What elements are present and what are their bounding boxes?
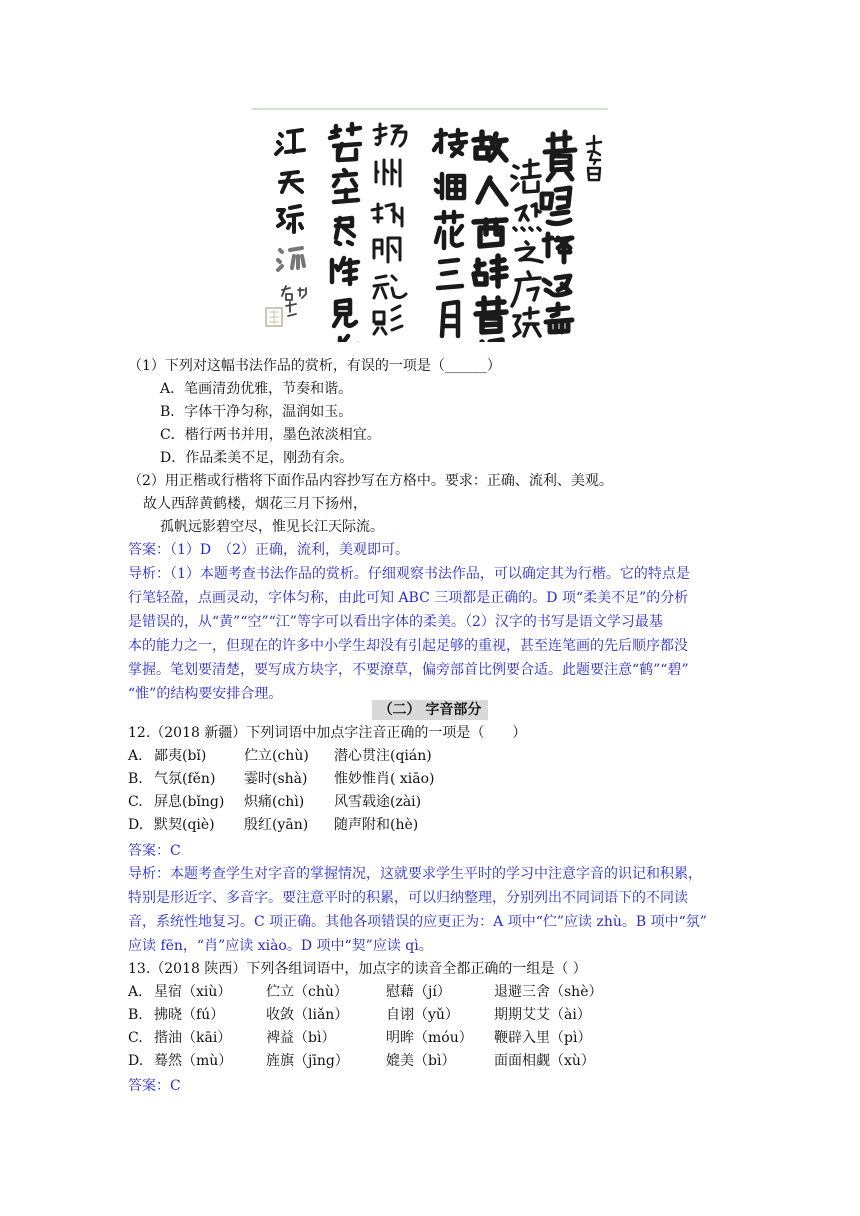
answer-13: 答案：C <box>128 1078 181 1094</box>
q12-option-item: 风雪载途(zài) <box>334 794 422 810</box>
guide-line: 本的能力之一，但现在的许多中小学生却没有引起足够的重视，甚至连笔画的先后顺序都没 <box>128 638 688 654</box>
guide-line: 是错误的，从“黄”“空”“江”等字可以看出字体的柔美。（2）汉字的书写是语文学习最基 <box>128 614 663 630</box>
q12-option-item: 默契(qiè) <box>154 817 215 833</box>
option-a: A．笔画清劲优雅，节奏和谐。 <box>160 381 353 397</box>
q13-option-letter: A. <box>128 984 143 1000</box>
q12-option-letter: C. <box>128 794 143 810</box>
option-c: C．楷行两书并用，墨色浓淡相宜。 <box>160 427 381 443</box>
q13-option-letter: D. <box>128 1053 144 1069</box>
q13-option-item: 明眸（móu） <box>386 1030 473 1046</box>
answer-12: 答案：C <box>128 843 181 859</box>
guide-line: 音，系统性地复习。C 项正确。其他各项错误的应更正为：A 项中“伫”应读 zhù。B 项中“氛” <box>128 914 707 930</box>
guide-line: 掌握。笔划要清楚，要写成方块字，不要潦草，偏旁部首比例要合适。此题要注意“鹤”“碧” <box>128 662 689 678</box>
q12-option-item: 潜心贯注(qián) <box>334 748 432 764</box>
q12-option-item: 惟妙惟肖( xiāo) <box>334 771 435 787</box>
q13-option-item: 自诩（yǔ） <box>386 1007 459 1023</box>
q13-option-item: 旌旗（jīng） <box>266 1053 349 1069</box>
q13-option-item: 鞭辟入里（pì） <box>494 1030 592 1046</box>
option-b: B．字体干净匀称，温润如玉。 <box>160 404 353 420</box>
option-d: D．作品柔美不足，刚劲有余。 <box>160 450 354 466</box>
q13-option-item: 揩油（kāi） <box>154 1030 232 1046</box>
q12-option-letter: A. <box>128 748 143 764</box>
q13-option-item: 慰藉（jí） <box>386 984 451 1000</box>
q12-option-letter: B. <box>128 771 143 787</box>
q13-option-item: 面面相觑（xù） <box>494 1053 595 1069</box>
q13-option-item: 星宿（xiù） <box>154 984 232 1000</box>
calligraphy-image <box>252 108 608 342</box>
q13-option-letter: B. <box>128 1007 143 1023</box>
guide-line: 导析：本题考查学生对字音的掌握情况，这就要求学生平时的学习中注意字音的识记和积累， <box>128 866 702 882</box>
calligraphy-artwork <box>252 110 608 342</box>
guide-line: 应读 fēn，“肖”应读 xiào。D 项中“契”应读 qì。 <box>128 938 433 954</box>
q13-option-item: 媲美（bì） <box>386 1053 456 1069</box>
guide-line: 导析：（1）本题考查书法作品的赏析。仔细观察书法作品，可以确定其为行楷。它的特点是 <box>128 566 690 582</box>
q13-option-item: 退避三舍（shè） <box>494 984 603 1000</box>
q12-option-letter: D. <box>128 817 144 833</box>
guide-line: “惟”的结构要安排合理。 <box>128 686 283 702</box>
question-13-stem: 13.（2018 陕西）下列各组词语中，加点字的读音全都正确的一组是（ ） <box>128 961 587 977</box>
question-1-stem: （1）下列对这幅书法作品的赏析，有误的一项是（______） <box>128 358 501 374</box>
q12-option-item: 气氛(fěn) <box>154 771 216 787</box>
guide-line: 行笔轻盈，点画灵动，字体匀称，由此可知 ABC 三项都是正确的。D 项“柔美不足”的分析 <box>128 590 689 606</box>
q13-option-item: 拂晓（fú） <box>154 1007 225 1023</box>
q13-option-item: 蓦然（mù） <box>154 1053 233 1069</box>
poem-line-1: 故人西辞黄鹤楼，烟花三月下扬州， <box>143 496 367 512</box>
q12-option-item: 鄙夷(bǐ) <box>154 748 207 764</box>
question-12-stem: 12.（2018 新疆）下列词语中加点字注音正确的一项是（ ） <box>128 725 527 741</box>
q12-option-item: 霎时(shà) <box>244 771 308 787</box>
section-heading: （二） 字音部分 <box>372 700 488 720</box>
q12-option-item: 屏息(bǐng) <box>154 794 225 810</box>
q13-option-item: 裨益（bì） <box>266 1030 336 1046</box>
question-2-stem: （2）用正楷或行楷将下面作品内容抄写在方格中。要求：正确、流利、美观。 <box>128 473 613 489</box>
guide-line: 特别是形近字、多音字。要注意平时的积累，可以归纳整理，分别列出不同词语下的不同读 <box>128 890 688 906</box>
q13-option-letter: C. <box>128 1030 143 1046</box>
q13-option-item: 收敛（liǎn） <box>266 1007 349 1023</box>
q13-option-item: 伫立（chù） <box>266 984 348 1000</box>
q12-option-item: 随声附和(hè) <box>334 817 419 833</box>
q13-option-item: 期期艾艾（ài） <box>494 1007 591 1023</box>
q12-option-item: 炽痛(chì) <box>244 794 305 810</box>
q12-option-item: 殷红(yān) <box>244 817 309 833</box>
answer-calligraphy: 答案：（1）D （2）正确，流利，美观即可。 <box>128 542 410 558</box>
poem-line-2: 孤帆远影碧空尽，惟见长江天际流。 <box>160 519 384 535</box>
q12-option-item: 伫立(chù) <box>244 748 309 764</box>
